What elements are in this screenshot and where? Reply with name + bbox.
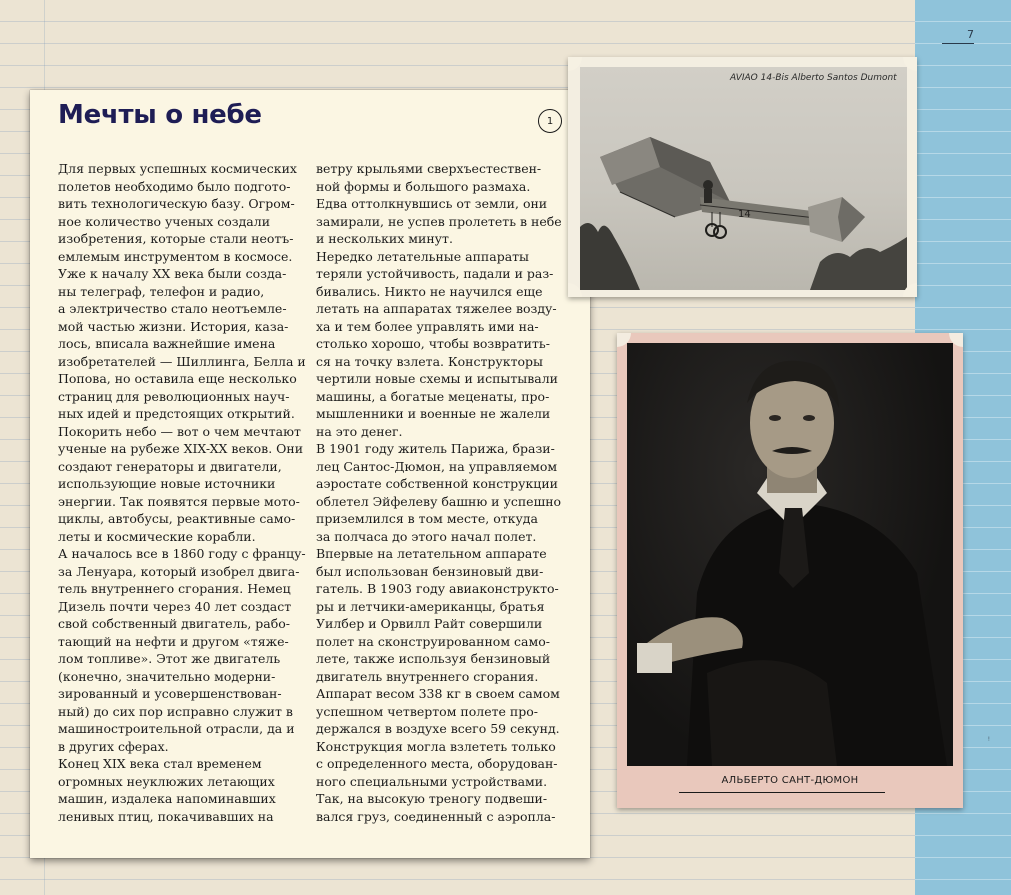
text-line: свой собственный двигатель, рабо- bbox=[58, 616, 290, 631]
text-line: столько хорошо, чтобы возвратить- bbox=[316, 336, 550, 351]
text-line: гатель. В 1903 году авиаконструкто- bbox=[316, 581, 559, 596]
text-line: В 1901 году житель Парижа, брази- bbox=[316, 441, 555, 456]
text-line: А началось все в 1860 году с францу- bbox=[58, 546, 306, 561]
text-line: лось, вписала важнейшие имена bbox=[58, 336, 276, 351]
text-line: ной формы и большого размаха. bbox=[316, 178, 531, 194]
text-line: ного специальными устройствами. bbox=[316, 773, 548, 789]
text-line: ры и летчики-американцы, братья bbox=[316, 598, 545, 614]
portrait-caption-rule bbox=[679, 792, 885, 793]
text-line: с определенного места, оборудован- bbox=[316, 756, 558, 771]
text-line: изобретателей — Шиллинга, Белла и bbox=[58, 353, 306, 369]
text-line: тель внутреннего сгорания. Немец bbox=[58, 581, 291, 596]
page-number-rule bbox=[942, 43, 974, 44]
pin-mark: ᵎ bbox=[988, 735, 990, 746]
text-line: вить технологическую базу. Огром- bbox=[58, 196, 295, 211]
text-line: держался в воздухе всего 59 секунд. bbox=[316, 721, 560, 736]
portrait-caption: АЛЬБЕРТО САНТ-ДЮМОН bbox=[721, 775, 859, 786]
text-line: Покорить небо — вот о чем мечтают bbox=[58, 423, 301, 439]
text-line: Попова, но оставила еще несколько bbox=[58, 371, 297, 386]
text-line: Конструкция могла взлететь только bbox=[316, 738, 556, 754]
text-line: лете, также используя бензиновый bbox=[316, 651, 551, 666]
airplane-illustration bbox=[580, 67, 907, 290]
text-line: использующие новые источники bbox=[58, 476, 276, 491]
text-line: огромных неуклюжих летающих bbox=[58, 773, 275, 789]
article-left-column bbox=[58, 160, 316, 825]
text-line: чертили новые схемы и испытывали bbox=[316, 371, 559, 386]
text-line: Аппарат весом 338 кг в своем самом bbox=[316, 686, 560, 701]
text-line: Дизель почти через 40 лет создаст bbox=[58, 598, 292, 614]
text-line: теряли устойчивость, падали и раз- bbox=[316, 266, 554, 281]
text-line: а электричество стало неотъемле- bbox=[58, 301, 287, 316]
text-line: Уилбер и Орвилл Райт совершили bbox=[316, 616, 543, 631]
portrait-photo-card bbox=[617, 333, 963, 808]
text-line: вался груз, соединенный с аэропла- bbox=[316, 808, 556, 824]
text-line: был использован бензиновый дви- bbox=[316, 563, 544, 579]
text-line: ленивых птиц, покачивавших на bbox=[58, 808, 274, 824]
text-line: Впервые на летательном аппарате bbox=[316, 546, 547, 561]
text-line: емлемым инструментом в космосе. bbox=[58, 248, 293, 264]
text-line: лом топливе». Этот же двигатель bbox=[58, 651, 281, 666]
text-line: зированный и усовершенствован- bbox=[58, 686, 282, 701]
text-line: бивались. Никто не научился еще bbox=[316, 283, 543, 299]
text-line: и нескольких минут. bbox=[316, 231, 453, 246]
text-line: Нередко летательные аппараты bbox=[316, 248, 530, 264]
portrait-illustration bbox=[627, 343, 953, 766]
article-right-column bbox=[316, 160, 574, 825]
text-line: машины, а богатые меценаты, про- bbox=[316, 388, 550, 404]
airplane-photo-card bbox=[568, 57, 917, 297]
text-line: изобретения, которые стали неотъ- bbox=[58, 231, 294, 246]
text-line: двигатель внутреннего сгорания. bbox=[316, 668, 539, 684]
text-line: на это денег. bbox=[316, 423, 403, 439]
text-line: за полчаса до этого начал полет. bbox=[316, 528, 537, 544]
text-line: за Ленуара, который изобрел двига- bbox=[58, 563, 300, 579]
text-line: облетел Эйфелеву башню и успешно bbox=[316, 493, 562, 509]
text-line: леты и космические корабли. bbox=[58, 528, 256, 544]
page-number-block bbox=[942, 28, 974, 48]
text-line: приземлился в том месте, откуда bbox=[316, 511, 538, 526]
text-line: ных идей и предстоящих открытий. bbox=[58, 406, 295, 421]
text-line: энергии. Так появятся первые мото- bbox=[58, 493, 300, 509]
text-line: ха и тем более управлять ими на- bbox=[316, 318, 539, 334]
airplane-photo bbox=[580, 67, 907, 290]
plane-marking: 14 bbox=[738, 209, 751, 220]
text-line: тающий на нефти и другом «тяже- bbox=[58, 633, 289, 649]
text-line: успешном четвертом полете про- bbox=[316, 703, 538, 719]
text-line: мой частью жизни. История, каза- bbox=[58, 318, 289, 334]
article-number-badge: 1 bbox=[538, 109, 562, 133]
text-line: летать на аппаратах тяжелее возду- bbox=[316, 301, 557, 316]
text-line: машин, издалека напоминавших bbox=[58, 791, 276, 806]
text-line: полетов необходимо было подгото- bbox=[58, 178, 291, 194]
text-line: ны телеграф, телефон и радио, bbox=[58, 283, 265, 299]
text-line: ветру крыльями сверхъестествен- bbox=[316, 161, 542, 176]
text-line: (конечно, значительно модерни- bbox=[58, 668, 276, 684]
text-line: циклы, автобусы, реактивные само- bbox=[58, 511, 296, 526]
text-line: создают генераторы и двигатели, bbox=[58, 458, 282, 474]
text-line: Уже к началу XX века были созда- bbox=[58, 266, 287, 281]
text-line: ученые на рубеже XIX-XX веков. Они bbox=[58, 441, 304, 456]
text-line: полет на сконструированном само- bbox=[316, 633, 550, 649]
airplane-photo-caption: AVIAO 14-Bis Alberto Santos Dumont bbox=[730, 73, 897, 83]
article-card bbox=[30, 90, 590, 858]
page-number: 7 bbox=[967, 28, 974, 41]
text-line: Едва оттолкнувшись от земли, они bbox=[316, 196, 548, 211]
text-line: мышленники и военные не жалели bbox=[316, 406, 551, 421]
text-line: ное количество ученых создали bbox=[58, 213, 271, 229]
text-line: лец Сантос-Дюмон, на управляемом bbox=[316, 458, 558, 474]
text-line: Так, на высокую треногу подвеши- bbox=[316, 791, 548, 806]
text-line: Конец XIX века стал временем bbox=[58, 756, 262, 771]
text-line: машиностроительной отрасли, да и bbox=[58, 721, 295, 736]
text-line: в других сферах. bbox=[58, 738, 169, 754]
text-line: ся на точку взлета. Конструкторы bbox=[316, 353, 543, 369]
text-line: замирали, не успев пролететь в небе bbox=[316, 213, 562, 229]
portrait-photo bbox=[627, 343, 953, 766]
text-line: ный) до сих пор исправно служит в bbox=[58, 703, 293, 719]
article-title: Мечты о небе bbox=[58, 100, 262, 130]
text-line: аэростате собственной конструкции bbox=[316, 476, 558, 491]
text-line: страниц для революционных науч- bbox=[58, 388, 290, 404]
text-line: Для первых успешных космических bbox=[58, 161, 297, 176]
